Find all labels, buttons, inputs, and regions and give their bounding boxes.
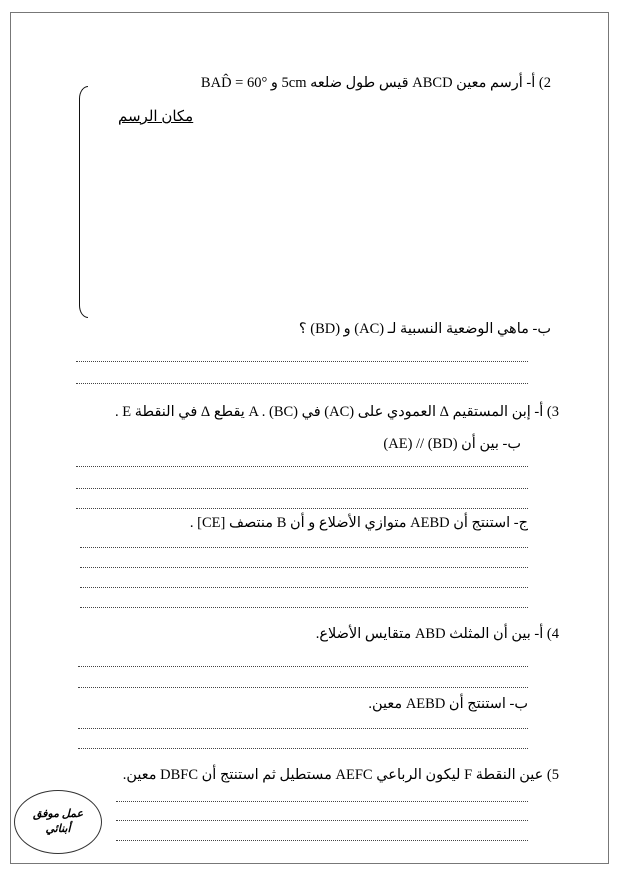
- q2-b-text: ب- ماهي الوضعية النسبية لـ (AC) و (BD) ؟: [298, 321, 551, 337]
- answer-line: [80, 566, 528, 568]
- answer-line: [76, 507, 528, 509]
- answer-line: [78, 686, 528, 688]
- answer-line: [76, 465, 528, 467]
- drawing-area-label: مكان الرسم: [118, 109, 194, 125]
- q4-b-text: ب- استنتج أن AEBD معين.: [368, 696, 528, 712]
- q4-a-text: 4) أ- بين أن المثلث ABD متقايس الأضلاع.: [315, 626, 559, 642]
- q3-a-text: 3) أ- إبن المستقيم Δ العمودي على (AC) في A . (BC) يقطع Δ في النقطة E .: [115, 404, 559, 420]
- answer-line: [76, 382, 528, 384]
- answer-line: [76, 360, 528, 362]
- answer-line: [116, 839, 528, 841]
- answer-line: [80, 586, 528, 588]
- q5-text: 5) عين النقطة F ليكون الرباعي AEFC مستطيل ثم استنتج أن DBFC معين.: [122, 767, 559, 783]
- stamp-line-1: عمل موفق: [33, 808, 84, 820]
- q3-b-text: ب- بين أن (BD) // (AE): [383, 436, 521, 452]
- answer-line: [80, 606, 528, 608]
- answer-line: [78, 665, 528, 667]
- q3-c-text: ج- استنتج أن AEBD متوازي الأضلاع و أن B منتصف [CE] .: [189, 515, 528, 531]
- answer-line: [116, 819, 528, 821]
- stamp-line-2: أبنائي: [45, 823, 71, 835]
- q2-a-text: 2) أ- أرسم معين ABCD قيس طول ضلعه 5cm و BAD̂ = 60°: [200, 75, 551, 91]
- drawing-area-bracket: [79, 86, 88, 318]
- answer-line: [116, 800, 528, 802]
- answer-line: [78, 747, 528, 749]
- answer-line: [76, 487, 528, 489]
- good-luck-stamp: [14, 790, 102, 854]
- answer-line: [78, 727, 528, 729]
- answer-line: [80, 546, 528, 548]
